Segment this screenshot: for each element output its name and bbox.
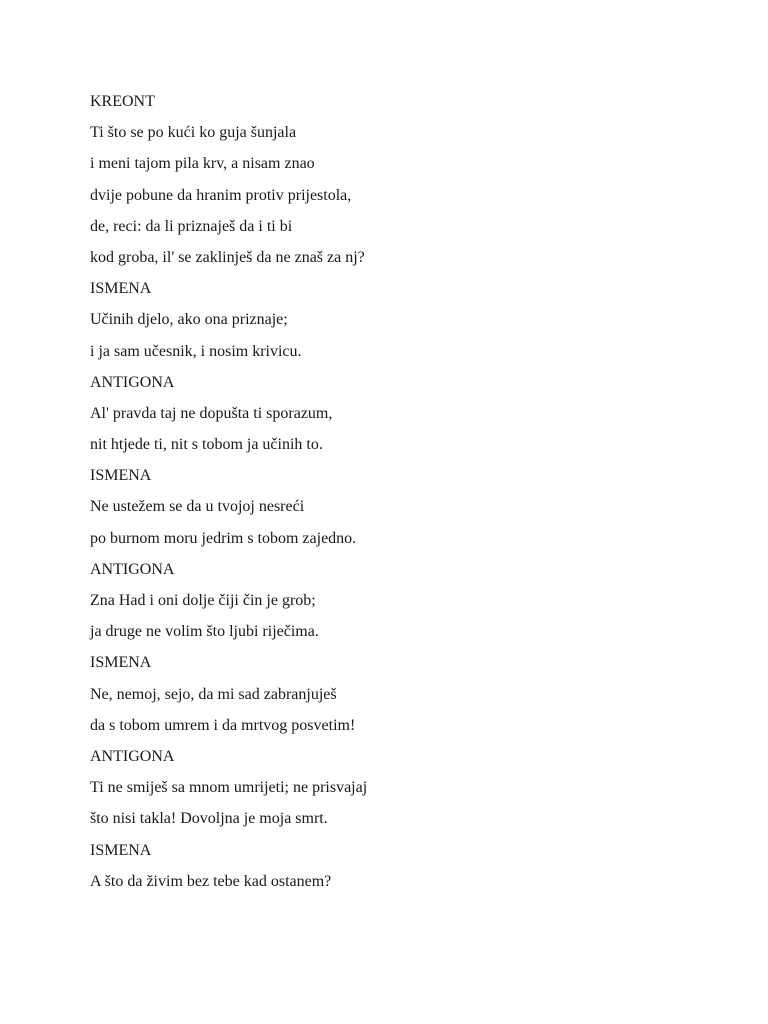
verse-line: Učinih djelo, ako ona priznaje; <box>90 311 288 329</box>
verse-line: po burnom moru jedrim s tobom zajedno. <box>90 529 357 547</box>
verse-line: Al' pravda taj ne dopušta ti sporazum, <box>90 404 333 422</box>
speaker-name: ISMENA <box>90 654 152 672</box>
speaker-name: ISMENA <box>90 280 152 298</box>
speaker-name: ANTIGONA <box>90 747 175 765</box>
verse-line: ja druge ne volim što ljubi riječima. <box>90 623 319 641</box>
verse-line: Zna Had i oni dolje čiji čin je grob; <box>90 592 316 609</box>
verse-line: i ja sam učesnik, i nosim krivicu. <box>90 342 302 360</box>
speaker-name: ANTIGONA <box>90 560 175 578</box>
verse-line: A što da živim bez tebe kad ostanem? <box>90 872 332 890</box>
speaker-name: ISMENA <box>90 467 152 485</box>
verse-line: Ne ustežem se da u tvojoj nesreći <box>90 498 305 516</box>
verse-line: što nisi takla! Dovoljna je moja smrt. <box>90 810 328 828</box>
speaker-name: ISMENA <box>90 841 152 859</box>
verse-line: Ti ne smiješ sa mnom umrijeti; ne prisvajaj <box>90 779 368 797</box>
play-text <box>90 90 710 901</box>
verse-line: da s tobom umrem i da mrtvog posvetim! <box>90 716 356 734</box>
verse-line: dvije pobune da hranim protiv prijestola, <box>90 186 352 204</box>
speaker-name: ANTIGONA <box>90 373 175 391</box>
verse-line: nit htjede ti, nit s tobom ja učinih to. <box>90 436 323 454</box>
verse-line: i meni tajom pila krv, a nisam znao <box>90 155 315 173</box>
verse-line: Ti što se po kući ko guja šunjala <box>90 124 297 142</box>
verse-line: de, reci: da li priznaješ da i ti bi <box>90 217 293 235</box>
verse-line: Ne, nemoj, sejo, da mi sad zabranjuješ <box>90 685 337 703</box>
speaker-name: KREONT <box>90 93 155 110</box>
verse-line: kod groba, il' se zaklinješ da ne znaš za nj? <box>90 248 365 266</box>
